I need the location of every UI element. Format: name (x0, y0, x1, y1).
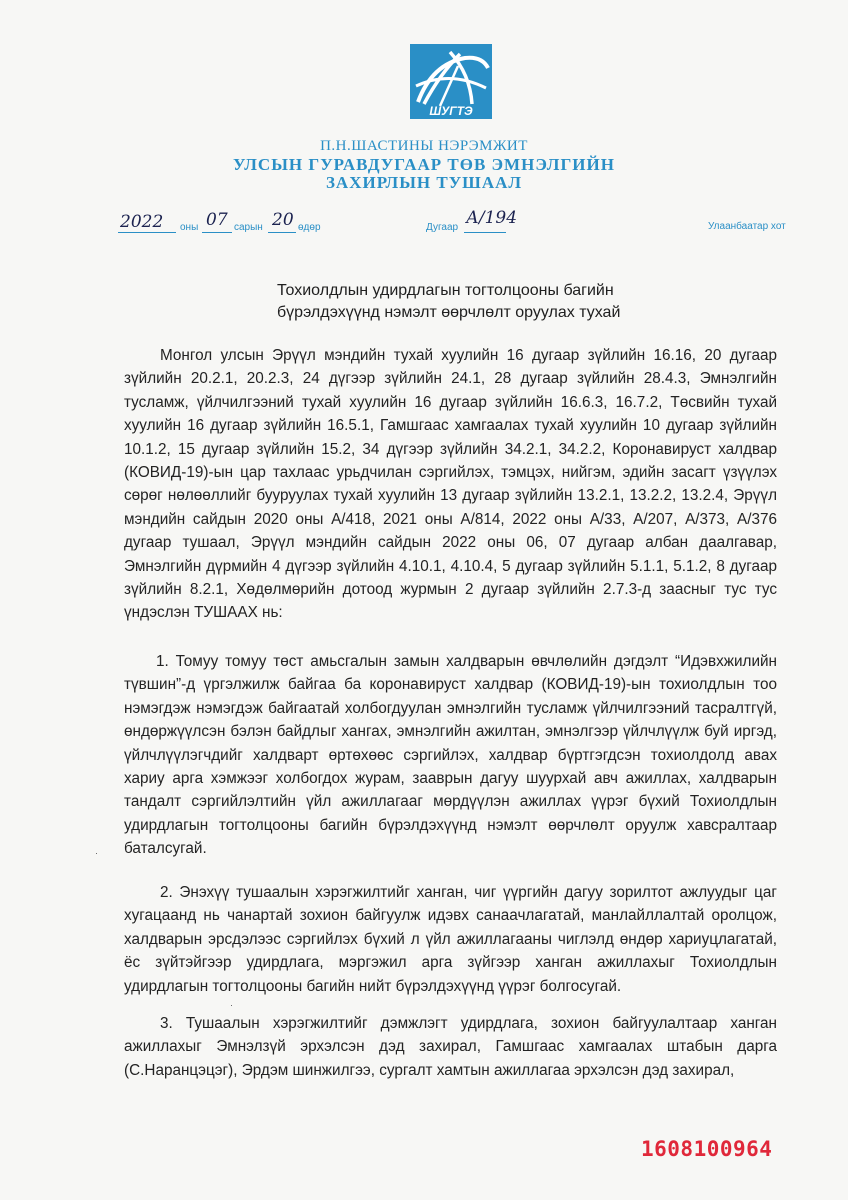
order-number (426, 208, 536, 236)
scan-speck: · (95, 848, 98, 858)
scan-speck: · (230, 1000, 233, 1010)
order-title (277, 280, 697, 324)
date-month-suffix: сарын (234, 222, 263, 233)
order-number-label: Дугаар (426, 222, 459, 233)
order-number-value: А/194 (466, 208, 518, 228)
org-name-line1: П.Н.ШАСТИНЫ НЭРЭМЖИТ (320, 138, 528, 154)
logo-text: ШУГТЭ (429, 104, 473, 118)
hospital-logo (410, 44, 492, 119)
order-item-3: 3. Тушаалын хэрэгжилтийг дэмжлэгт удирдлага, зохион байгуулалтаар ханган ажиллахыг Эмнэлзүй эрхэлсэн дэд захирал, Гамшгаас хамгаалах штабын дарга (С.Наранцэцэг), Эрдэм шинжилгээ, сургалт хамтын ажиллагаа эрхэлсэн дэд захирал, (124, 1015, 777, 1079)
order-item-2: 2. Энэхүү тушаалын хэрэгжилтийг ханган, чиг үүргийн дагуу зорилтот ажлуудыг цаг хугацаанд нь чанартай зохион байгуулж идэвх санаачлагатай, манлайллалтай оролцож, халдварын эрсдэлээс сэргийлэх бүхий л үйл ажиллагааны чиглэлд өндөр хариуцлагатай, ёс зүйтэйгээр удирдлага, мэргэжил арга зүйгээр ханган ажиллахыг Тохиолдлын удирдлагын тогтолцооны багийн нийт бүрэлдэхүүнд үүрэг болгосугай. (124, 884, 777, 995)
date-year: 2022 (120, 212, 164, 232)
order-title-line1: Тохиолдлын удирдлагын тогтолцооны багийн (277, 282, 614, 299)
date-year-suffix: оны (180, 222, 199, 233)
date-month: 07 (206, 210, 228, 230)
city: Улаанбаатар хот (708, 221, 786, 232)
order-title-line2: бүрэлдэхүүнд нэмэлт өөрчлөлт оруулах тухай (277, 304, 621, 321)
date-day-suffix: өдөр (298, 222, 321, 233)
order-item-1: 1. Томуу томуу төст амьсгалын замын халдварын өвчлөлийн дэгдэлт “Идэвхжилийн түвшин”-д үргэлжилж байгаа ба коронавируст халдвар (КОВИД-19)-ын тохиолдлын тоо нэмэгдэж нэмэгдэж байгаатай холбогдуулан эмнэлгийн тусламж үйлчилгээний тасралтгүй, өндөржүүлсэн бэлэн байдлыг хангах, эмнэлгийн ажилтан, эмнэлгээр үйлчлүүлж буй иргэд, үйлчлүүлэгчдийг халдварт өртөхөөс сэргийлэх, халдвар бүртгэгдсэн тохиолдолд авах хариу арга хэмжээг холбогдох журам, зааврын дагуу шуурхай авч ажиллах, халдварын тандалт сэргийлэлтийн үйл ажиллагааг мөрдүүлэн ажиллах үүрэг бүхий Тохиолдлын удирдлагын тогтолцооны багийн бүрэлдэхүүнд нэмэлт өөрчлөлт оруулж хавсралтаар баталсугай. (124, 653, 777, 858)
date-day: 20 (272, 210, 294, 230)
org-name-line2: УЛСЫН ГУРАВДУГААР ТӨВ ЭМНЭЛГИЙН (233, 155, 615, 174)
serial-number-stamp: 1608100964 (641, 1137, 773, 1161)
preamble-paragraph: Монгол улсын Эрүүл мэндийн тухай хуулийн 16 дугаар зүйлийн 16.16, 20 дугаар зүйлийн 20.2.1, 20.2.3, 24 дүгээр зүйлийн 24.1, 28 дугаар зүйлийн 28.4.3, Эмнэлгийн тусламж, үйлчилгээний тухай хуулийн 16 дугаар зүйлийн 16.6.3, 16.7.2, Төсвийн тухай хуулийн 16 дугаар зүйлийн 16.5.1, Гамшгаас хамгаалах тухай хуулийн 10 дугаар зүйлийн 10.1.2, 15 дугаар зүйлийн 15.2, 34 дүгээр зүйлийн 34.2.1, 34.2.2, Коронавируст халдвар (КОВИД-19)-ын цар тахлаас урьдчилан сэргийлэх, тэмцэх, нийгэм, эдийн засагт үзүүлэх сөрөг нөлөөллийг бууруулах тухай хуулийн 13 дугаар зүйлийн 13.2.1, 13.2.2, 13.2.4, Эрүүл мэндийн сайдын 2020 оны А/418, 2021 оны А/814, 2022 оны А/33, А/207, А/373, А/376 дугаар тушаал, Эрүүл мэндийн сайдын 2022 оны 06, 07 дугаар албан даалгавар, Эмнэлгийн дүрмийн 4 дүгээр зүйлийн 4.10.1, 4.10.4, 5 дугаар зүйлийн 5.1.1, 5.1.2, 8 дугаар зүйлийн 8.2.1, Хөдөлмөрийн дотоод журмын 2 дугаар зүйлийн 2.7.3-д заасныг тус тус үндэслэн ТУШААХ нь: (124, 347, 777, 622)
order-date (118, 212, 338, 236)
document-type: ЗАХИРЛЫН ТУШААЛ (325, 173, 523, 192)
